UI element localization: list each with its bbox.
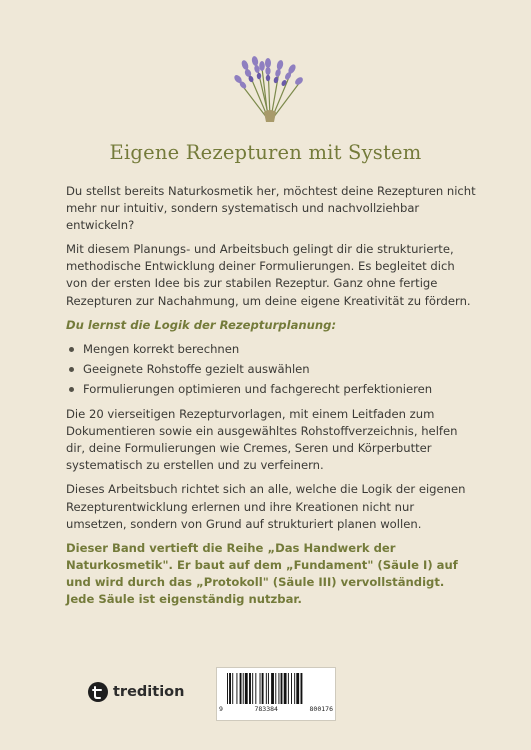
- barcode-digit-group: 783384: [254, 705, 278, 713]
- page-title: Eigene Rezepturen mit System: [109, 141, 422, 164]
- barcode-bar: [240, 673, 242, 704]
- barcode-bar: [296, 673, 299, 704]
- barcode-bar: [288, 673, 289, 704]
- barcode-bar: [252, 673, 253, 704]
- learning-list: [66, 341, 476, 398]
- barcode-bar: [229, 673, 231, 704]
- barcode-digit-group: 9: [219, 705, 223, 713]
- barcode-bar: [271, 673, 274, 704]
- lavender-bouquet-icon: [228, 56, 306, 128]
- audience-paragraph: Dieses Arbeitsbuch richtet sich an alle, welche die Logik der eigenen Rezepturentwicklung erlernen und ihre Kreationen nicht nur umsetzen, sondern von Grund auf strukturiert planen wollen.: [66, 482, 466, 531]
- barcode-bar: [260, 673, 261, 704]
- barcode-digits: [219, 705, 333, 713]
- barcode-bar: [294, 673, 295, 704]
- barcode-bars: [227, 673, 327, 704]
- barcode-bar: [262, 673, 264, 704]
- list-item: Geeignete Rohstoffe gezielt auswählen: [66, 361, 476, 378]
- publisher-name: tredition: [113, 684, 185, 700]
- barcode-bar: [268, 673, 269, 704]
- series-paragraph: Dieser Band vertieft die Reihe „Das Handwerk der Naturkosmetik". Er baut auf dem „Fundament" (Säule I) auf und wird durch das „Protokoll" (Säule III) vervollständigt. Jede Säule ist eigenständig nutzbar.: [66, 540, 458, 606]
- isbn-barcode: [216, 667, 336, 721]
- tredition-logo-icon: [88, 682, 108, 702]
- description-paragraph: Mit diesem Planungs- und Arbeitsbuch gelingt dir die strukturierte, methodische Entwicklung deiner Formulierungen. Es begleitet dich von der ersten Idee bis zur stabilen Rezeptur. Ganz ohne fertige Rezepturen zur Nachahmung, um deine eigene Kreativität zu fördern.: [66, 242, 471, 308]
- barcode-bar: [245, 673, 248, 704]
- barcode-bar: [278, 673, 279, 704]
- list-item: Mengen korrekt berechnen: [66, 341, 476, 358]
- barcode-bar: [281, 673, 283, 704]
- barcode-bar: [266, 673, 267, 704]
- barcode-digit-group: 800176: [309, 705, 333, 713]
- learning-subheading: Du lernst die Logik der Rezepturplanung:: [66, 317, 337, 332]
- barcode-bar: [255, 673, 256, 704]
- barcode-bar: [236, 673, 237, 704]
- barcode-bar: [284, 673, 287, 704]
- barcode-bar: [243, 673, 244, 704]
- barcode-bar: [301, 673, 303, 704]
- publisher-logo: [88, 682, 184, 702]
- intro-paragraph: Du stellst bereits Naturkosmetik her, möchtest deine Rezepturen nicht mehr nur intuitiv, sondern systematisch und nachvollziehbar entwickeln?: [66, 184, 476, 233]
- barcode-bar: [249, 673, 251, 704]
- blurb-text: [66, 183, 476, 615]
- templates-paragraph: Die 20 vierseitigen Rezepturvorlagen, mit einem Leitfaden zum Dokumentieren sowie ein ausgewähltes Rohstoffverzeichnis, helfen dir, deine Formulierungen wie Cremes, Seren und Körperbutter systematisch zu erstellen und zu verfeinern.: [66, 407, 458, 473]
- barcode-bar: [291, 673, 292, 704]
- barcode-bar: [227, 673, 228, 704]
- list-item: Formulierungen optimieren und fachgerecht perfektionieren: [66, 381, 476, 398]
- barcode-bar: [275, 673, 276, 704]
- barcode-bar: [232, 673, 233, 704]
